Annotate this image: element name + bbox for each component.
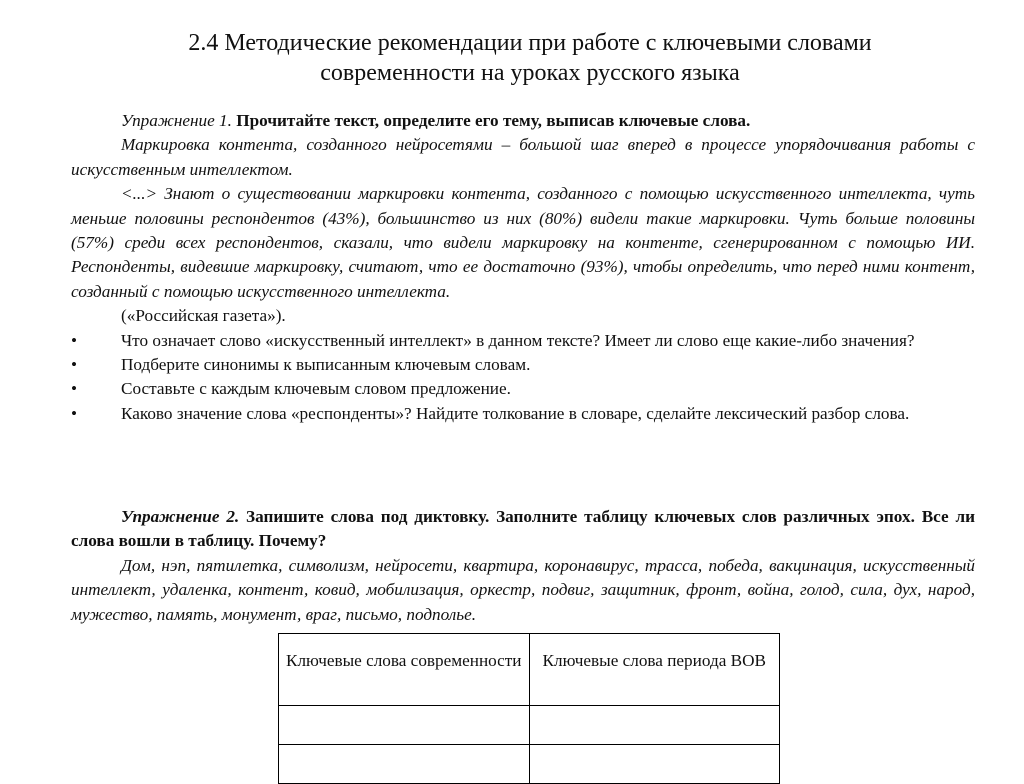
table-cell[interactable] [279, 706, 530, 745]
bullet-icon: • [71, 379, 78, 399]
question-item [71, 353, 975, 377]
table-row [279, 706, 780, 745]
exercise-2-label: Упражнение 2. [121, 507, 240, 526]
question-item [71, 402, 975, 426]
question-text: Что означает слово «искусственный интеллект» в данном тексте? Имеет ли слово еще какие-либо значения? [121, 330, 915, 350]
question-item [71, 329, 975, 353]
exercise-1-label: Упражнение 1. [121, 111, 232, 130]
exercise-1 [71, 109, 975, 426]
bullet-icon: • [71, 403, 78, 423]
exercise-2 [71, 505, 975, 627]
exercise-1-source: («Российская газета»). [121, 306, 286, 326]
exercise-2-words: Дом, нэп, пятилетка, символизм, нейросети, квартира, коронавирус, трасса, победа, вакцинация, искусственный интеллект, удаленка, контент, ковид, мобилизация, оркестр, подвиг, защитник, фронт, война, голод, сила, дух, народ, мужество, память, монумент, враг, письмо, подполье. [71, 555, 975, 624]
keywords-table [278, 633, 780, 784]
question-text: Составьте с каждым ключевым словом предложение. [121, 379, 511, 399]
title-line-1: 2.4 Методические рекомендации при работе с ключевыми словами [188, 30, 872, 56]
table-header-row [279, 634, 780, 706]
table-header-war: Ключевые слова периода ВОВ [529, 634, 780, 706]
exercise-1-task: Прочитайте текст, определите его тему, выписав ключевые слова. [236, 111, 751, 130]
page-title [110, 28, 950, 88]
table-header-modern: Ключевые слова современности [279, 634, 530, 706]
exercise-1-paragraph-1: Маркировка контента, созданного нейросетями – большой шаг вперед в процессе упорядочивания работы с искусственным интеллектом. [71, 135, 975, 179]
question-text: Подберите синонимы к выписанным ключевым словам. [121, 355, 531, 375]
table-cell[interactable] [279, 745, 530, 784]
bullet-icon: • [71, 355, 78, 375]
title-line-2: современности на уроках русского языка [320, 60, 740, 86]
question-text: Каково значение слова «респонденты»? Найдите толкование в словаре, сделайте лексический разбор слова. [121, 403, 910, 423]
table-cell[interactable] [529, 706, 780, 745]
bullet-icon: • [71, 330, 78, 350]
table-cell[interactable] [529, 745, 780, 784]
exercise-1-paragraph-2: <...> Знают о существовании маркировки контента, созданного с помощью искусственного интеллекта, чуть меньше половины респондентов (43%), большинство из них (80%) видели такие маркировки. Чуть больше половины (57%) среди всех респондентов, сказали, что видели маркировку на контенте, сгенерированном с помощью ИИ. Респонденты, видевшие маркировку, считают, что ее достаточно (93%), чтобы определить, что перед ними контент, созданный с помощью искусственного интеллекта. [71, 184, 975, 301]
question-list [71, 329, 975, 427]
table-row [279, 745, 780, 784]
exercise-2-task: Запишите слова под диктовку. Заполните таблицу ключевых слов различных эпох. Все ли слова вошли в таблицу. Почему? [71, 507, 975, 551]
question-item [71, 377, 975, 401]
